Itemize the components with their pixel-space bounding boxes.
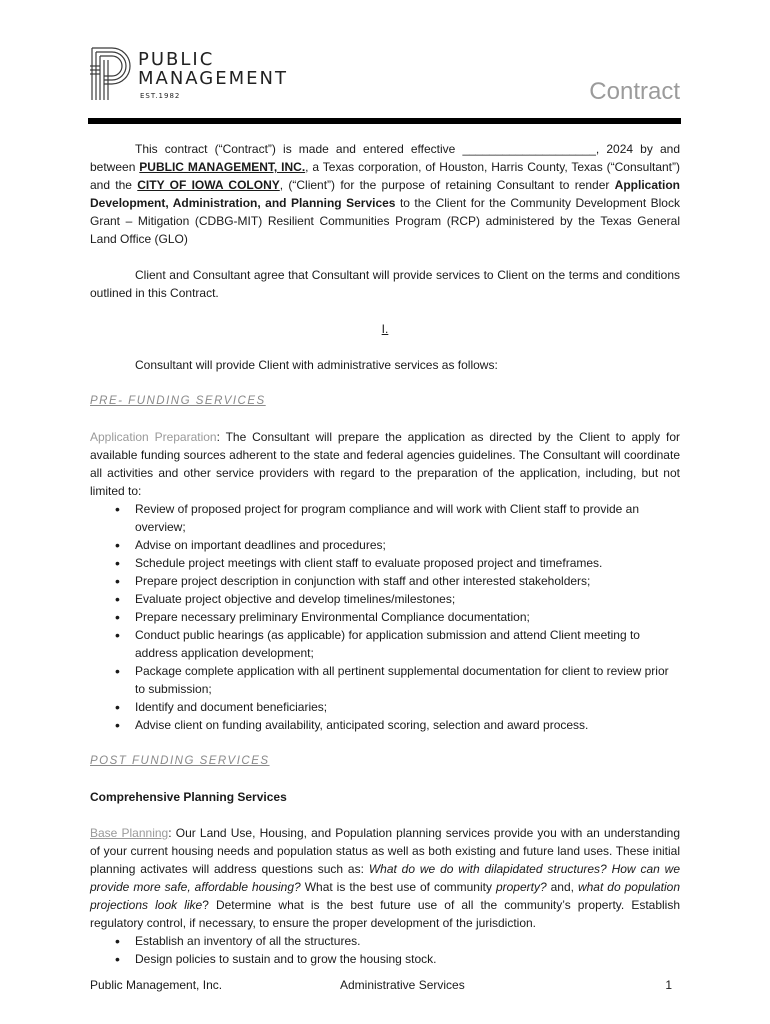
comprehensive-planning-heading: Comprehensive Planning Services [90, 790, 287, 804]
page-footer [90, 978, 672, 996]
post-funding-heading: POST FUNDING SERVICES [90, 755, 270, 767]
list-item: • Evaluate project objective and develop timelines/milestones; [135, 590, 680, 608]
logo-line-1: PUBLIC [138, 49, 215, 70]
list-item: • Conduct public hearings (as applicable) for application submission and attend Client meeting to address application development; [135, 626, 680, 662]
list-item: • Advise on important deadlines and procedures; [135, 536, 680, 554]
header-rule [88, 118, 681, 124]
application-preparation-list [90, 500, 680, 734]
logo-established: EST.1982 [140, 92, 181, 100]
footer-company: Public Management, Inc. [90, 978, 223, 992]
services-scope: Application Development, Administration, and Planning Services [90, 178, 681, 210]
application-preparation-paragraph: Application Preparation: The Consultant will prepare the application as directed by the Client to apply for available funding sources adherent to the state and federal agencies guidelines. The Consultant will coordinate all activities and other service providers with regard to the preparation of the application, including, but not limited to: [90, 430, 680, 498]
page-number: 1 [665, 978, 672, 992]
base-planning-paragraph: Base Planning: Our Land Use, Housing, and Population planning services provide you with an understanding of your current housing needs and population status as well as both existing and future land uses. These initial planning activates will address questions such as: What do we do with dilapidated structures? How can we provide more safe, affordable housing? What is the best use of community property? and, what do population projections look like? Determine what is the best future use of all the community’s property. Establish regulatory control, if necessary, to ensure the proper development of the jurisdiction. [90, 826, 681, 930]
base-planning-label: Base Planning [90, 826, 169, 840]
logo-line-2: MANAGEMENT [138, 68, 288, 89]
pre-funding-heading: PRE- FUNDING SERVICES [90, 395, 266, 407]
document-title: Contract [589, 78, 680, 105]
list-item: • Review of proposed project for program compliance and will work with Client staff to provide an overview; [135, 500, 680, 536]
list-item: • Prepare project description in conjunction with staff and other interested stakeholders; [135, 572, 680, 590]
list-item: • Package complete application with all pertinent supplemental documentation for client to review prior to submission; [135, 662, 680, 698]
agreement-paragraph: Client and Consultant agree that Consultant will provide services to Client on the terms and conditions outlined in this Contract. [90, 268, 680, 300]
section-numeral: I. [381, 322, 389, 336]
intro-paragraph: This contract (“Contract”) is made and entered effective ____________________, 2024 by and between PUBLIC MANAGEMENT, INC., a Texas corporation, of Houston, Harris County, Texas (“Consultant”) and the CITY OF IOWA COLONY, (“Client”) for the purpose of retaining Consultant to render Application Development, Administration, and Planning Services to the Client for the Community Development Block Grant – Mitigation (CDBG-MIT) Resilient Communities Program (RCP) administered by the Texas General Land Office (GLO) [90, 142, 681, 246]
list-item: • Identify and document beneficiaries; [135, 698, 680, 716]
application-preparation-label: Application Preparation [90, 430, 217, 444]
logo-wordmark [138, 50, 288, 88]
base-planning-list [90, 932, 680, 968]
footer-section: Administrative Services [340, 978, 465, 992]
client-name: CITY OF IOWA COLONY [137, 178, 280, 192]
list-item: • Establish an inventory of all the structures. [135, 932, 680, 950]
list-item: • Design policies to sustain and to grow the housing stock. [135, 950, 680, 968]
list-item: • Prepare necessary preliminary Environmental Compliance documentation; [135, 608, 680, 626]
document-body [90, 140, 680, 968]
services-lead: Consultant will provide Client with administrative services as follows: [135, 358, 498, 372]
list-item: • Schedule project meetings with client staff to evaluate proposed project and timeframes. [135, 554, 680, 572]
consultant-name: PUBLIC MANAGEMENT, INC. [139, 160, 306, 174]
list-item: • Advise client on funding availability, anticipated scoring, selection and award process. [135, 716, 680, 734]
